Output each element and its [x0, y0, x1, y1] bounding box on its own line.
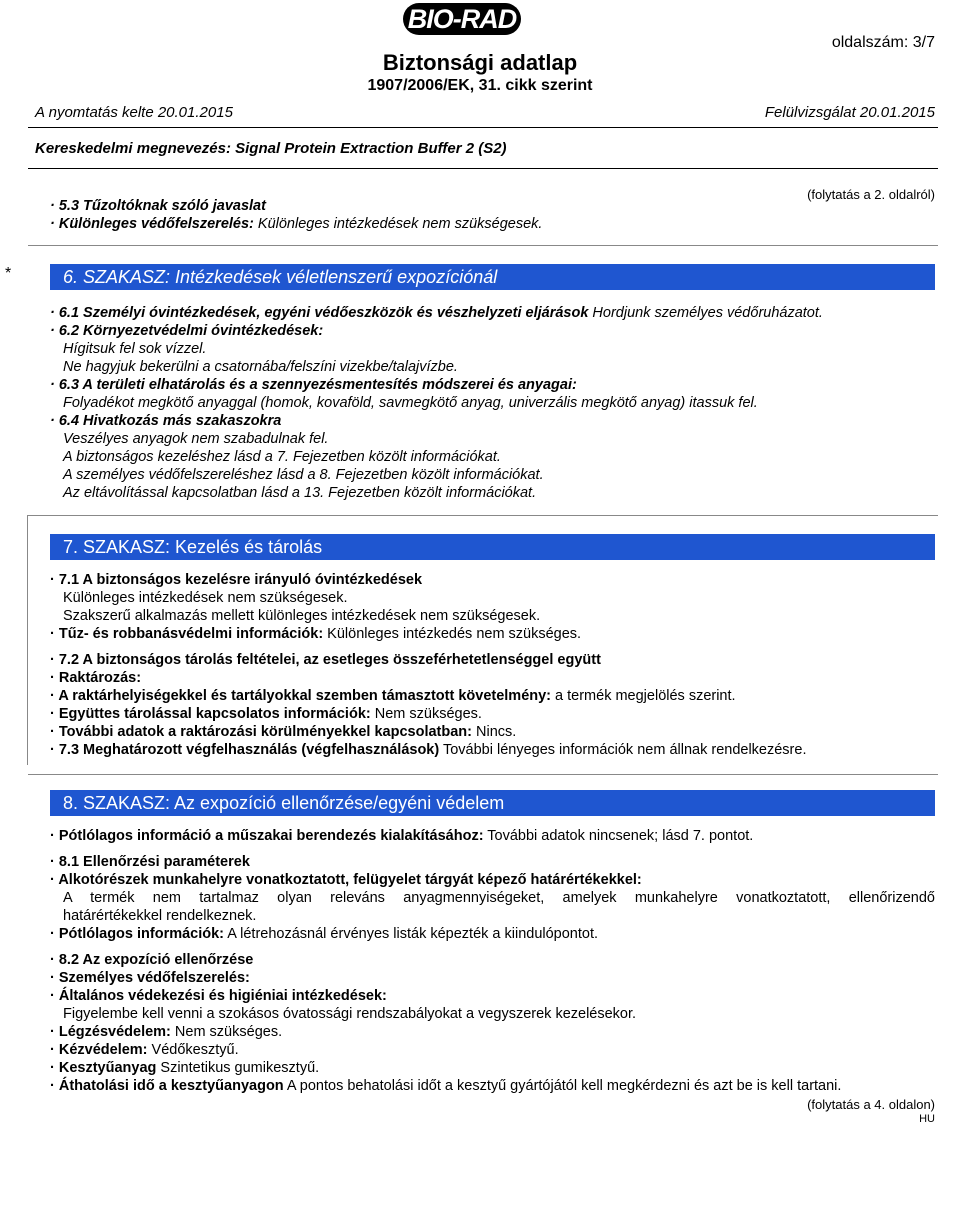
s8-components-text-1: A termék nem tartalmaz olyan releváns anyagmennyiségeket, amelyek munkahelyre vonatkoztatott, ellenőrizendő — [63, 890, 935, 906]
s7-req-text: a termék megjelölés szerint. — [551, 688, 736, 704]
s7-3-label: · 7.3 Meghatározott végfelhasználás (végfelhasználások) — [50, 742, 440, 758]
section-rule — [28, 515, 938, 516]
print-date: A nyomtatás kelte 20.01.2015 — [35, 104, 233, 121]
s7-3 — [50, 742, 806, 758]
continued-from: (folytatás a 2. oldalról) — [807, 187, 935, 202]
s8-1-label: · 8.1 Ellenőrzési paraméterek — [50, 854, 250, 870]
bio-rad-logo: BIO-RAD — [403, 3, 521, 35]
s7-1-label: · 7.1 A biztonságos kezelésre irányuló óvintézkedések — [50, 572, 423, 588]
page-number: oldalszám: 3/7 — [831, 34, 935, 51]
section-rule — [28, 245, 938, 246]
section-left-rule — [27, 515, 28, 765]
s7-fire-label: · Tűz- és robbanásvédelmi információk: — [50, 626, 324, 642]
s6-1-label: · 6.1 Személyi óvintézkedések, egyéni védőeszközök és vészhelyzeti eljárások — [50, 305, 589, 321]
s8-ppe-label: · Személyes védőfelszerelés: — [50, 970, 250, 986]
s5-special-text: Különleges intézkedések nem szükségesek. — [253, 216, 543, 232]
s7-1-text-2: Szakszerű alkalmazás mellett különleges intézkedések nem szükségesek. — [63, 608, 541, 624]
s6-4-label: · 6.4 Hivatkozás más szakaszokra — [50, 413, 282, 429]
language-code: HU — [919, 1113, 935, 1125]
s8-2-label: · 8.2 Az expozíció ellenőrzése — [50, 952, 254, 968]
s7-fire-text: Különleges intézkedés nem szükséges. — [323, 626, 582, 642]
s6-4-text-1: Veszélyes anyagok nem szabadulnak fel. — [63, 431, 329, 447]
s7-joint-storage — [50, 706, 482, 722]
s8-respiratory — [50, 1024, 282, 1040]
s8-hand-text: Védőkesztyű. — [147, 1042, 239, 1058]
s6-1 — [50, 305, 823, 321]
s8-resp-text: Nem szükséges. — [170, 1024, 283, 1040]
s8-general-text: Figyelembe kell venni a szokásos óvatossági rendszabályokat a vegyszerek kezelésekor. — [63, 1006, 637, 1022]
s6-2-text-1: Hígitsuk fel sok vízzel. — [63, 341, 207, 357]
s8-additional-info — [50, 926, 598, 942]
s6-3-label: · 6.3 A területi elhatárolás és a szennyezésmentesítés módszerei és anyagai: — [50, 377, 577, 393]
regulation-reference: 1907/2006/EK, 31. cikk szerint — [367, 77, 593, 94]
s8-hand — [50, 1042, 239, 1058]
s8-glove-text: Szintetikus gumikesztyű. — [156, 1060, 320, 1076]
continued-to: (folytatás a 4. oldalon) — [807, 1097, 935, 1112]
revision-date: Felülvizsgálat 20.01.2015 — [764, 104, 935, 121]
s8-additional — [50, 828, 753, 844]
section-8-heading: 8. SZAKASZ: Az expozíció ellenőrzése/egyéni védelem — [50, 790, 935, 816]
s7-fire — [50, 626, 581, 642]
s8-pen-label: · Áthatolási idő a kesztyűanyagon — [50, 1078, 284, 1094]
s7-storage-label: · Raktározás: — [50, 670, 142, 686]
s5-special-label: · Különleges védőfelszerelés: — [50, 216, 254, 232]
s6-4-text-2: A biztonságos kezeléshez lásd a 7. Fejezetben közölt információkat. — [63, 449, 501, 465]
s8-hand-label: · Kézvédelem: — [50, 1042, 148, 1058]
s5-3-label: · 5.3 Tűzoltóknak szóló javaslat — [50, 198, 266, 214]
section-6-heading: 6. SZAKASZ: Intézkedések véletlenszerű expozíciónál — [50, 264, 935, 290]
s8-pen-text: A pontos behatolási időt a kesztyű gyártójától kell megkérdezni és azt be is kell tartani. — [283, 1078, 842, 1094]
s7-more-text: Nincs. — [472, 724, 517, 740]
s8-add-label: · Pótlólagos információ a műszakai berendezés kialakításához: — [50, 828, 484, 844]
s5-special-equipment — [50, 216, 542, 232]
s8-add2-text: A létrehozásnál érvényes listák képezték a kiindulópontot. — [224, 926, 599, 942]
s8-resp-label: · Légzésvédelem: — [50, 1024, 171, 1040]
s7-requirements — [50, 688, 736, 704]
s8-penetration — [50, 1078, 841, 1094]
trade-name: Kereskedelmi megnevezés: Signal Protein Extraction Buffer 2 (S2) — [35, 140, 507, 157]
s7-2-label: · 7.2 A biztonságos tárolás feltételei, az esetleges összeférhetetlenséggel együtt — [50, 652, 601, 668]
s7-more-label: · További adatok a raktározási körülményekkel kapcsolatban: — [50, 724, 472, 740]
s7-1-text-1: Különleges intézkedések nem szükségesek. — [63, 590, 348, 606]
s7-joint-label: · Együttes tárolással kapcsolatos információk: — [50, 706, 371, 722]
s6-2-label: · 6.2 Környezetvédelmi óvintézkedések: — [50, 323, 324, 339]
s8-components-label: · Alkotórészek munkahelyre vonatkoztatott, felügyelet tárgyát képező határértékekkel: — [50, 872, 642, 888]
s6-4-text-4: Az eltávolítással kapcsolatban lásd a 13. Fejezetben közölt információkat. — [63, 485, 537, 501]
s6-1-text: Hordjunk személyes védőruházatot. — [588, 305, 823, 321]
s6-3-text-1: Folyadékot megkötő anyaggal (homok, kovaföld, savmegkötő anyag, univerzális megkötő anyag) itassuk fel. — [63, 395, 758, 411]
s7-more-storage — [50, 724, 516, 740]
s7-3-text: További lényeges információk nem állnak rendelkezésre. — [439, 742, 807, 758]
header-divider — [28, 127, 938, 128]
s8-add2-label: · Pótlólagos információk: — [50, 926, 225, 942]
s6-4-text-3: A személyes védőfelszereléshez lásd a 8. Fejezetben közölt információkat. — [63, 467, 544, 483]
s7-req-label: · A raktárhelyiségekkel és tartályokkal szemben támasztott követelmény: — [50, 688, 552, 704]
s8-glove-material — [50, 1060, 319, 1076]
s8-general-label: · Általános védekezési és higiéniai intézkedések: — [50, 988, 387, 1004]
change-marker: * — [5, 265, 12, 282]
section-7-heading: 7. SZAKASZ: Kezelés és tárolás — [50, 534, 935, 560]
s7-joint-text: Nem szükséges. — [370, 706, 482, 722]
s8-add-text: További adatok nincsenek; lásd 7. pontot. — [483, 828, 754, 844]
s8-glove-label: · Kesztyűanyag — [50, 1060, 157, 1076]
header-divider-bottom — [28, 168, 938, 169]
s6-2-text-2: Ne hagyjuk bekerülni a csatornába/felszíni vizekbe/talajvízbe. — [63, 359, 458, 375]
document-title: Biztonsági adatlap — [382, 50, 578, 75]
section-rule — [28, 774, 938, 775]
s8-components-text-2: határértékekkel rendelkeznek. — [63, 908, 257, 924]
